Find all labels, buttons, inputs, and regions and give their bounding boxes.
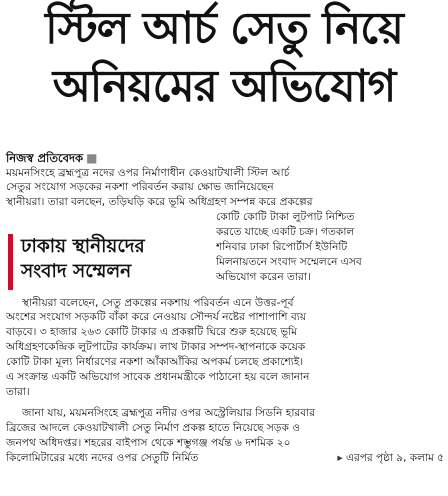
para3-line-4: কিলোমিটারের মধ্যে নদের ওপর সেতুটি নির্মিত bbox=[6, 452, 199, 464]
para2-line-7: তারা। bbox=[6, 386, 30, 398]
para2-line-4: অধিগ্রহণকেন্দ্রিক লুটপাটের কার্যক্রম। লাখ টাকার সম্পদ-স্থাপনাকে কয়েক bbox=[6, 341, 306, 353]
para3-line-1: জানা যায়, ময়মনসিংহে ব্রহ্মপুত্র নদীর ওপর অস্ট্রেলিয়ার সিডনি হারবার bbox=[22, 407, 316, 419]
para2-line-3: বাড়বে। ৩ হাজার ২৬৩ কোটি টাকার এ প্রকল্পটি ঘিরে শুরু হয়েছে ভূমি bbox=[6, 326, 298, 338]
para2-line-2: অংশের সংযোগ সড়কটি বাঁকা করে নেওয়ায় সৌন্দর্য নষ্টের পাশাপাশি ব্যয় bbox=[6, 311, 307, 323]
para1-line-2: সেতুর সংযোগ সড়কের নকশা পরিবর্তন করায় ক্ষোভ জানিয়েছেন bbox=[6, 181, 274, 193]
para3-line-3: জনপথ অধিদপ্তর। শহরের বাইপাস থেকে শম্ভুগঞ্জ পর্যন্ত ৬ দশমিক ২০ bbox=[6, 437, 291, 449]
byline-bullet-icon: ■ bbox=[86, 151, 98, 165]
headline-line-1: স্টিল আর্চ সেতু নিয়ে bbox=[45, 3, 403, 54]
headline-line-2: অনিয়মের অভিযোগ bbox=[52, 61, 396, 112]
para1-right-line-4: মিলনায়তনে সংবাদ সম্মেলনে এসব bbox=[216, 256, 362, 268]
arrow-right-icon: ▸ bbox=[337, 452, 343, 464]
subhead-line-1: ঢাকায় স্থানীয়দের bbox=[21, 236, 145, 257]
para1-right-line-5: অভিযোগ করেন তারা। bbox=[216, 271, 311, 283]
para1-line-3: স্থানীয়রা। তারা বলছেন, তড়িঘড়ি করে ভূমি অধিগ্রহণ সম্পন্ন করে প্রকল্পের bbox=[6, 196, 313, 208]
para1-right-line-3: শনিবার ঢাকা রিপোর্টার্স ইউনিটি bbox=[216, 241, 348, 253]
continuation-text: এরপর পৃষ্ঠা ৯, কলাম ৫ bbox=[345, 452, 444, 464]
para1-right-line-2: করতে যাচ্ছে একটি চক্র। গতকাল bbox=[216, 226, 355, 238]
para1-right-line-1: কোটি কোটি টাকা লুটপাট নিশ্চিত bbox=[216, 211, 355, 223]
continuation-note bbox=[337, 451, 444, 468]
subhead-box bbox=[8, 234, 206, 290]
byline-text: নিজস্ব প্রতিবেদক bbox=[6, 151, 84, 165]
para2-line-6: এ সংক্রান্ত একটি অভিযোগ সাবেক প্রধানমন্ত্রীকে পাঠানো হয় বলে জানান bbox=[6, 371, 310, 383]
para1-line-1: ময়মনসিংহে ব্রহ্মপুত্র নদের ওপর নির্মাণাধীন কেওয়াটখালী স্টিল আর্চ bbox=[6, 167, 290, 179]
para2-line-1: স্থানীয়রা বলেছেন, সেতু প্রকল্পের নকশায় পরিবর্তন এনে উত্তর-পূর্ব bbox=[22, 297, 294, 309]
para2-line-5: কোটি টাকা মূল্য নির্ধারণের নকশা আঁকাআঁকির অপকর্ম চলছে প্রকাশ্যেই। bbox=[6, 356, 304, 368]
para3-line-2: ব্রিজের আদলে কেওয়াটখালী সেতু নির্মাণ প্রকল্প হাতে নিয়েছে সড়ক ও bbox=[6, 422, 301, 434]
subhead-line-2: সংবাদ সম্মেলন bbox=[21, 261, 132, 282]
